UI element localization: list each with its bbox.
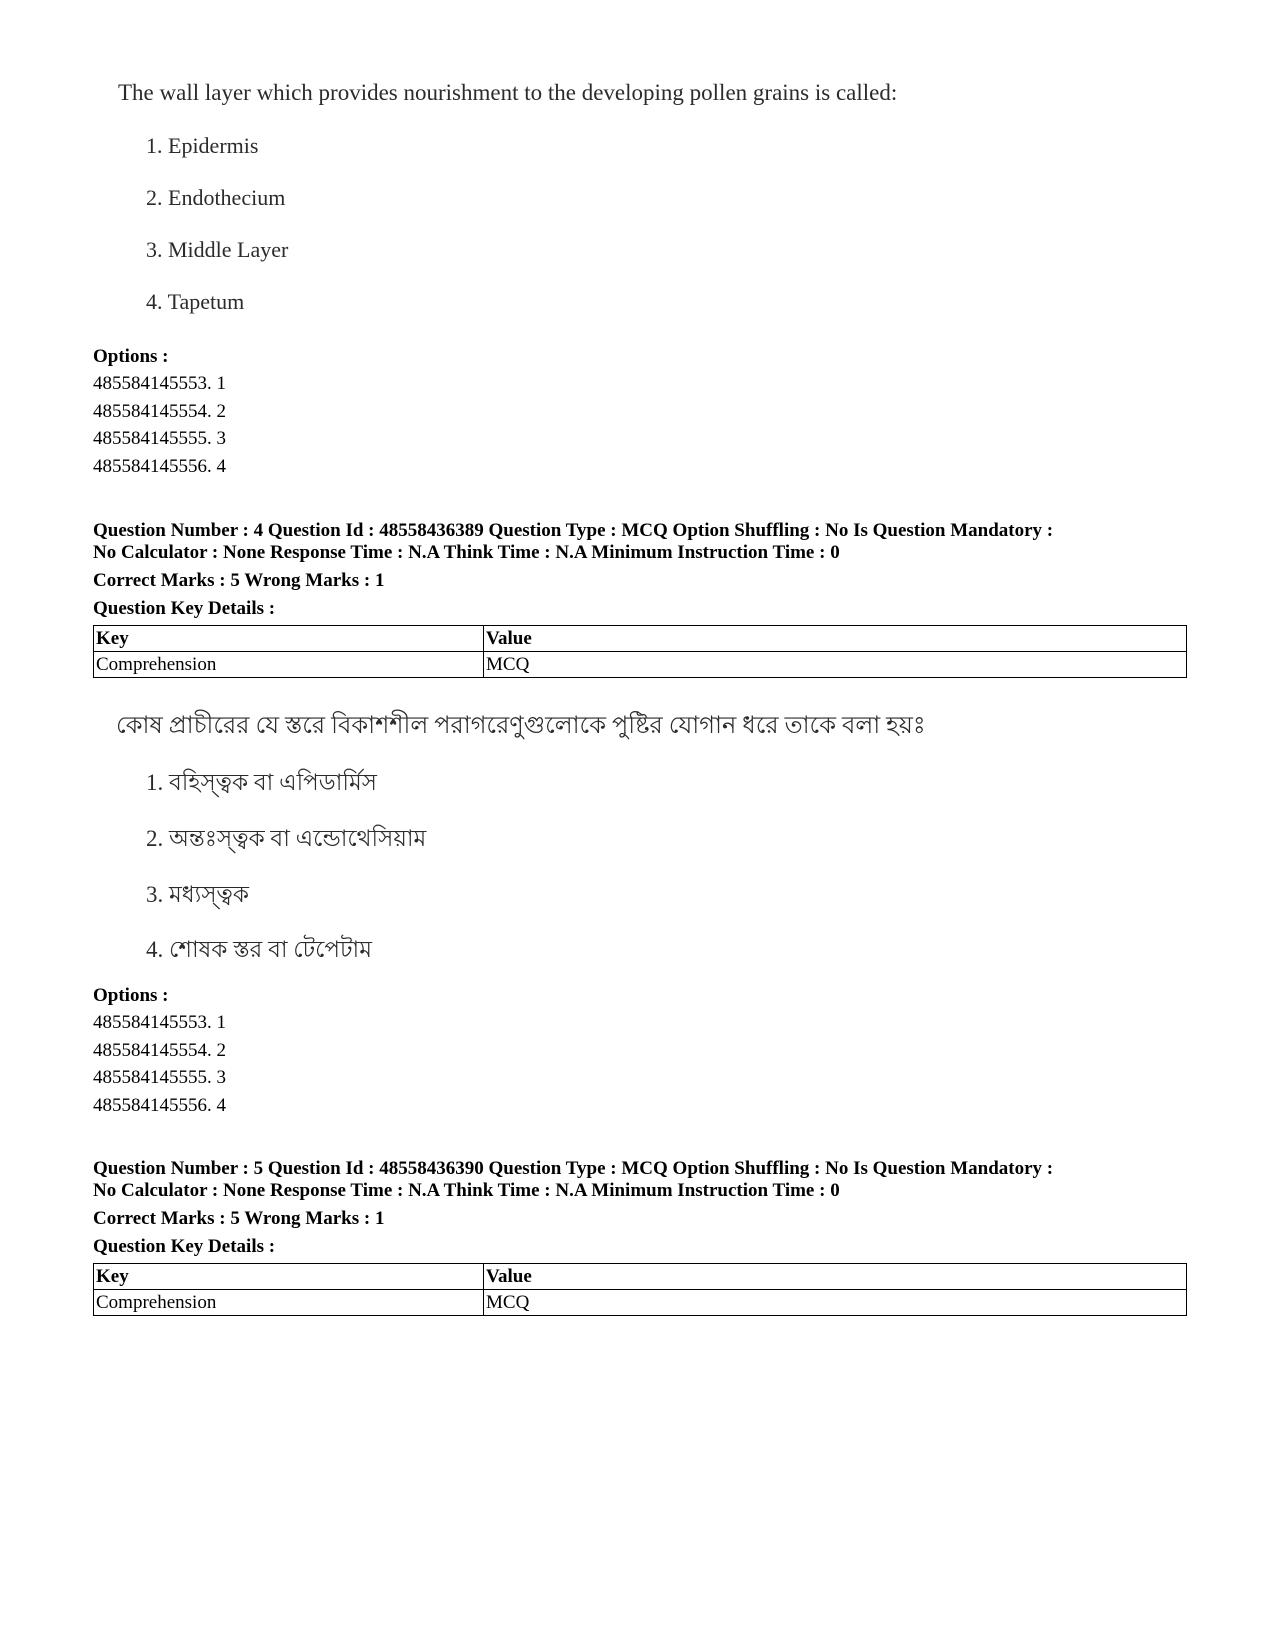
question-3-choice-1: 1. Epidermis <box>146 133 259 158</box>
question-5-meta <box>93 1158 1203 1202</box>
question-4-option-4: 485584145556. 4 <box>93 1095 226 1116</box>
question-3-option-4: 485584145556. 4 <box>93 456 226 477</box>
question-4-key-details-label: Question Key Details : <box>93 598 276 619</box>
question-4-choice-2: 2. অন্তঃস্ত্বক বা এন্ডোথেসিয়াম <box>146 826 427 851</box>
table-cell-value: MCQ <box>484 1290 1187 1316</box>
question-3-stem: The wall layer which provides nourishment to the developing pollen grains is called: <box>118 80 898 105</box>
question-4-marks: Correct Marks : 5 Wrong Marks : 1 <box>93 570 385 591</box>
question-4-choice-1: 1. বহিস্ত্বক বা এপিডার্মিস <box>146 770 377 795</box>
question-5-key-details-label: Question Key Details : <box>93 1236 276 1257</box>
question-5-marks: Correct Marks : 5 Wrong Marks : 1 <box>93 1208 385 1229</box>
question-4-options-label: Options : <box>93 985 169 1006</box>
table-row <box>94 652 1187 678</box>
question-3-option-3: 485584145555. 3 <box>93 428 226 449</box>
question-3-option-2: 485584145554. 2 <box>93 401 226 422</box>
question-3-options-label: Options : <box>93 346 169 367</box>
question-3-option-1: 485584145553. 1 <box>93 373 226 394</box>
table-header-row <box>94 1264 1187 1290</box>
question-4-option-2: 485584145554. 2 <box>93 1040 226 1061</box>
table-row <box>94 1290 1187 1316</box>
question-4-choice-3: 3. মধ্যস্ত্বক <box>146 882 249 907</box>
table-header-row <box>94 626 1187 652</box>
table-cell-value: MCQ <box>484 652 1187 678</box>
question-4-option-3: 485584145555. 3 <box>93 1067 226 1088</box>
question-4-meta-line-2: No Calculator : None Response Time : N.A Think Time : N.A Minimum Instruction Time : 0 <box>93 542 840 563</box>
question-5-meta-line-1: Question Number : 5 Question Id : 48558436390 Question Type : MCQ Option Shuffling : No Is Question Mandatory : <box>93 1158 1054 1179</box>
question-4-key-table <box>93 625 1187 678</box>
question-4-meta <box>93 520 1203 564</box>
table-cell-key: Comprehension <box>94 1290 484 1316</box>
table-header-key: Key <box>94 626 484 652</box>
table-cell-key: Comprehension <box>94 652 484 678</box>
question-3-choice-3: 3. Middle Layer <box>146 237 289 262</box>
question-3-choice-2: 2. Endothecium <box>146 185 286 210</box>
question-4-stem: কোষ প্রাচীরের যে স্তরে বিকাশশীল পরাগরেণুগুলোকে পুষ্টির যোগান ধরে তাকে বলা হয়ঃ <box>116 713 926 739</box>
table-header-value: Value <box>484 1264 1187 1290</box>
question-4-meta-line-1: Question Number : 4 Question Id : 48558436389 Question Type : MCQ Option Shuffling : No Is Question Mandatory : <box>93 520 1054 541</box>
question-4-choice-4: 4. শোষক স্তর বা টেপেটাম <box>146 937 372 962</box>
table-header-value: Value <box>484 626 1187 652</box>
question-3-choice-4: 4. Tapetum <box>146 289 245 314</box>
table-header-key: Key <box>94 1264 484 1290</box>
question-4-option-1: 485584145553. 1 <box>93 1012 226 1033</box>
question-5-key-table <box>93 1263 1187 1316</box>
question-5-meta-line-2: No Calculator : None Response Time : N.A Think Time : N.A Minimum Instruction Time : 0 <box>93 1180 840 1201</box>
